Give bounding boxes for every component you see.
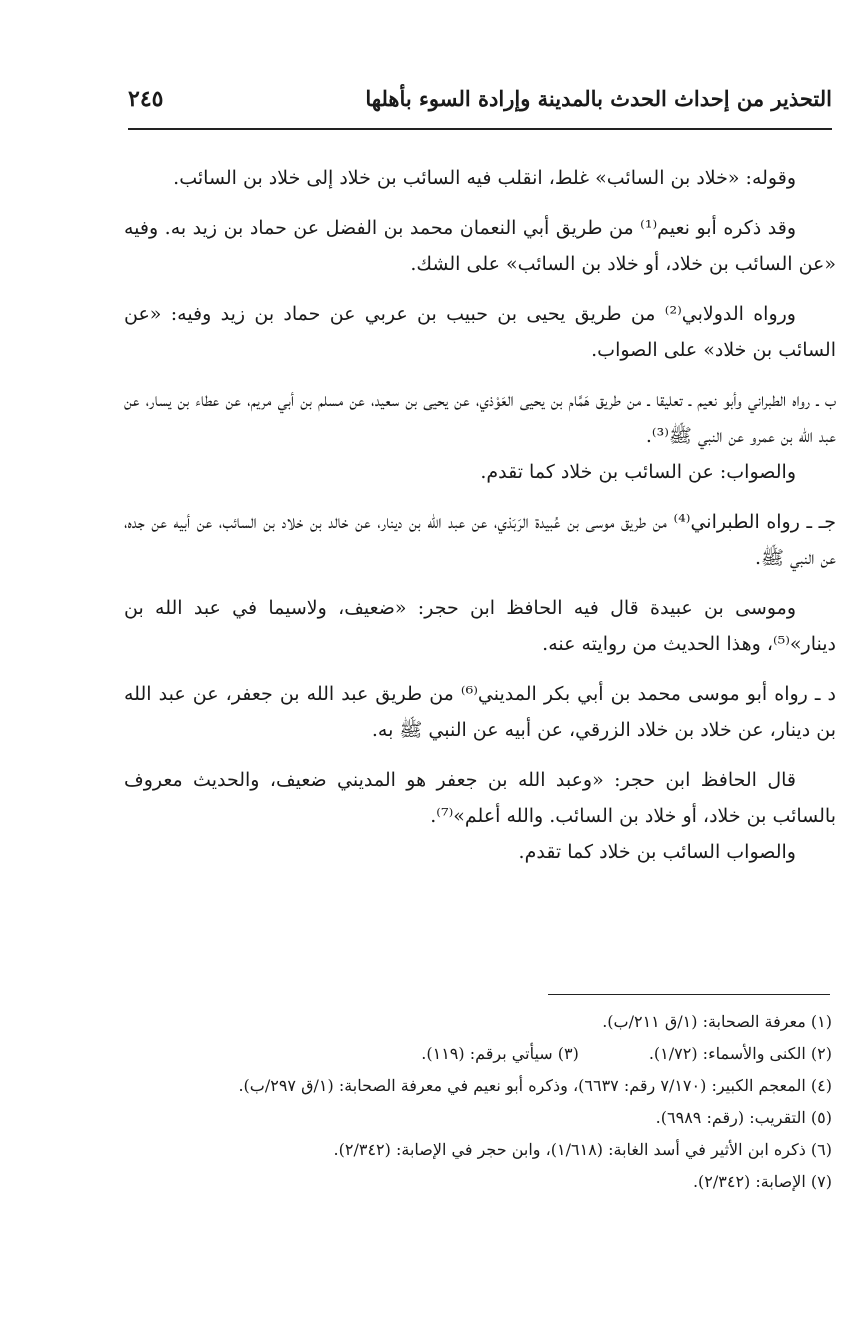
page-title: التحذير من إحداث الحدث بالمدينة وإرادة السوء بأهلها xyxy=(365,86,832,111)
footnote: (٧) الإصابة: (٢/٣٤٢). xyxy=(692,1172,832,1191)
footnotes xyxy=(124,1006,832,1198)
page-number: ٢٤٥ xyxy=(128,86,164,112)
paragraph: والصواب السائب بن خلاد كما تقدم. xyxy=(518,841,796,863)
paragraph: ورواه الدولابي⁽²⁾ من طريق يحيى بن حبيب بن عربي عن حماد بن زيد وفيه: «عن السائب بن خلاد» على الصواب. xyxy=(124,303,836,361)
paragraph: د ـ رواه أبو موسى محمد بن أبي بكر المديني⁽⁶⁾ من طريق عبد الله بن جعفر، عن عبد الله بن دينار، عن خلاد بن خلاد الزرقي، عن أبيه عن النبي ﷺ به. xyxy=(124,683,836,741)
paragraph: جـ ـ رواه الطبراني⁽⁴⁾ من طريق موسى بن عُبيدة الرَبَذي، عن عبد الله بن دينار، عن خالد بن خلاد بن السائب، عن أبيه عن جده، عن النبي ﷺ. xyxy=(124,511,836,569)
running-header xyxy=(128,86,832,118)
footnote-row xyxy=(124,1038,832,1070)
footnote-divider xyxy=(548,994,830,995)
paragraph: وقوله: «خلاد بن السائب» غلط، انقلب فيه السائب بن خلاد إلى خلاد بن السائب. xyxy=(173,167,796,189)
footnote: (٦) ذكره ابن الأثير في أسد الغابة: (١/٦١٨)، وابن حجر في الإصابة: (٢/٣٤٢). xyxy=(333,1140,832,1159)
footnote: (٤) المعجم الكبير: (٧/١٧٠ رقم: ٦٦٣٧)، وذكره أبو نعيم في معرفة الصحابة: (١/ق ٢٩٧/ب). xyxy=(238,1076,832,1095)
paragraph: وقد ذكره أبو نعيم⁽¹⁾ من طريق أبي النعمان محمد بن الفضل عن حماد بن زيد به. وفيه «عن السائب بن خلاد، أو خلاد بن السائب» على الشك. xyxy=(124,217,836,275)
paragraph: ب ـ رواه الطبراني وأبو نعيم ـ تعليقا ـ من طريق هَمَّام بن يحيى العَوْذي، عن يحيى بن سعيد، عن مسلم بن أبي مريم، عن عطاء بن يسار، عن عبد الله بن عمرو عن النبي ﷺ⁽³⁾. xyxy=(124,389,836,447)
footnote: (٣) سيأتي برقم: (١١٩). xyxy=(421,1044,579,1063)
main-text xyxy=(124,160,836,870)
footnote: (٢) الكنى والأسماء: (١/٧٢). xyxy=(648,1044,832,1063)
paragraph: وموسى بن عبيدة قال فيه الحافظ ابن حجر: «ضعيف، ولاسيما في عبد الله بن دينار»⁽⁵⁾، وهذا الحديث من روايته عنه. xyxy=(124,597,836,655)
paragraph: والصواب: عن السائب بن خلاد كما تقدم. xyxy=(480,461,796,483)
footnote: (٥) التقريب: (رقم: ٦٩٨٩). xyxy=(655,1108,832,1127)
paragraph: قال الحافظ ابن حجر: «وعبد الله بن جعفر هو المديني ضعيف، والحديث معروف بالسائب بن خلاد، أو خلاد بن السائب. والله أعلم»⁽⁷⁾. xyxy=(124,769,836,827)
header-divider xyxy=(128,128,832,130)
footnote: (١) معرفة الصحابة: (١/ق ٢١١/ب). xyxy=(602,1012,832,1031)
